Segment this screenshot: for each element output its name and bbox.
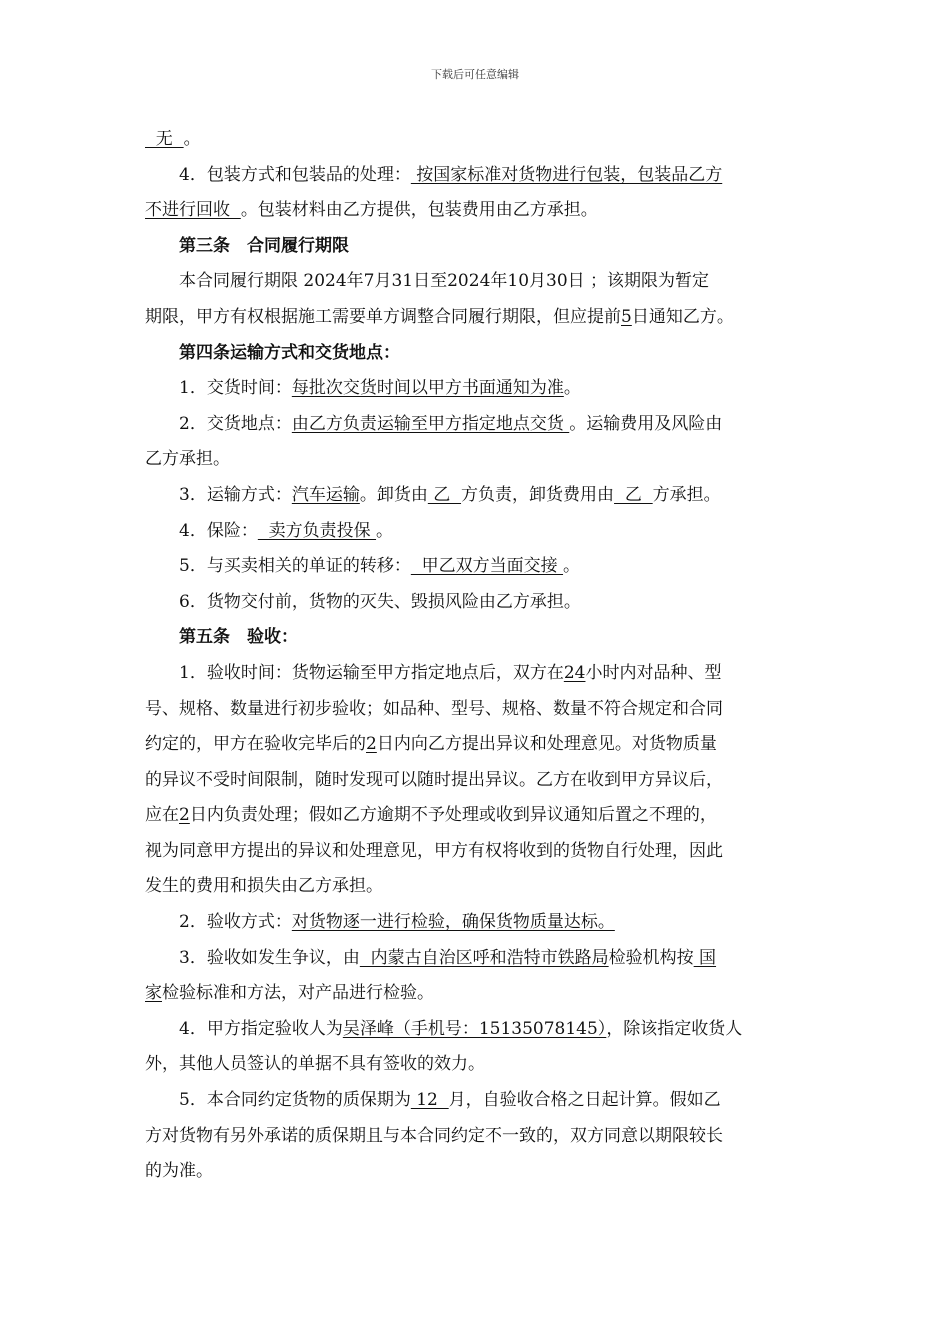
section-heading	[145, 336, 810, 372]
text-line	[145, 798, 810, 834]
text-segment: 3．验收如发生争议，由	[179, 947, 360, 968]
text-line	[145, 407, 810, 443]
text-segment: 。	[563, 556, 581, 577]
text-line	[145, 976, 810, 1012]
text-line	[145, 1083, 810, 1119]
text-segment: 外，其他人员签认的单据不具有签收的效力。	[145, 1054, 485, 1075]
section-heading	[145, 620, 810, 656]
text-segment: 第五条 验收：	[179, 627, 298, 648]
text-line	[145, 1154, 810, 1190]
filled-blank: 内蒙古自治区呼和浩特市铁路局	[359, 947, 609, 968]
text-segment: 日内负责处理；假如乙方逾期不予处理或收到异议通知后置之不理的，	[189, 805, 717, 826]
filled-blank: 吴泽峰（手机号：15135078145）	[342, 1018, 607, 1039]
filled-blank: 乙	[614, 484, 653, 505]
text-line	[145, 1119, 810, 1155]
text-line	[145, 763, 810, 799]
text-line	[145, 478, 810, 514]
filled-blank: 国	[693, 947, 717, 968]
filled-blank: 5	[621, 306, 632, 327]
filled-blank: 每批次交货时间以甲方书面通知为准	[291, 378, 564, 399]
text-line	[145, 1047, 810, 1083]
filled-blank: 12	[410, 1090, 449, 1111]
text-segment: 。	[376, 520, 394, 541]
text-segment: 第三条 合同履行期限	[179, 235, 349, 256]
text-segment: ，除该指定收货人	[606, 1018, 743, 1039]
page-header: 下载后可任意编辑	[431, 68, 519, 81]
text-line	[145, 905, 810, 941]
text-segment: 发生的费用和损失由乙方承担。	[145, 876, 383, 897]
text-segment: 小时内对品种、型	[585, 662, 722, 683]
text-segment: 检验标准和方法，对产品进行检验。	[162, 983, 434, 1004]
text-segment: 日通知乙方。	[631, 306, 734, 327]
text-segment: 的为准。	[145, 1161, 213, 1182]
text-segment: 。	[183, 129, 201, 149]
filled-blank: 2	[179, 805, 190, 826]
text-segment: 应在	[145, 805, 179, 826]
filled-blank: 汽车运输	[291, 484, 360, 505]
text-segment: 期限，甲方有权根据施工需要单方调整合同履行期限，但应提前	[145, 306, 621, 327]
text-line	[145, 122, 810, 158]
text-line	[145, 442, 810, 478]
text-line	[145, 656, 810, 692]
filled-blank: 家	[145, 983, 162, 1004]
text-line	[145, 834, 810, 870]
text-segment: 5．与买卖相关的单证的转移：	[179, 556, 411, 577]
section-heading	[145, 229, 810, 265]
text-segment: 本合同履行期限 2024年7月31日至2024年10月30日 ；该期限为暂定	[179, 271, 710, 292]
filled-blank: 无	[145, 129, 184, 149]
filled-blank: 2	[366, 734, 377, 755]
text-segment: 方承担。	[652, 484, 721, 505]
text-line	[145, 869, 810, 905]
text-segment: 方负责，卸货费用由	[461, 484, 615, 505]
filled-blank: 卖方负责投保	[257, 520, 377, 541]
text-line	[145, 514, 810, 550]
text-segment: 约定的，甲方在验收完毕后的	[145, 734, 366, 755]
text-segment: 乙方承担。	[145, 449, 230, 470]
text-line	[145, 158, 810, 194]
text-segment: 5．本合同约定货物的质保期为	[179, 1090, 411, 1111]
text-segment: 。包装材料由乙方提供，包装费用由乙方承担。	[240, 200, 598, 221]
filled-blank: 甲乙双方当面交接	[410, 556, 564, 577]
text-line	[145, 727, 810, 763]
filled-blank: 不进行回收	[145, 200, 241, 221]
text-segment: 4．甲方指定验收人为	[179, 1018, 343, 1039]
text-line	[145, 692, 810, 728]
text-segment: 日内向乙方提出异议和处理意见。对货物质量	[376, 734, 717, 755]
text-segment: 2．验收方式：	[179, 912, 292, 933]
text-segment: 4．保险：	[179, 520, 258, 541]
text-segment: 的异议不受时间限制，随时发现可以随时提出异议。乙方在收到甲方异议后，	[145, 769, 723, 790]
text-segment: 检验机构按	[608, 947, 694, 968]
text-segment: 号、规格、数量进行初步验收；如品种、型号、规格、数量不符合规定和合同	[145, 698, 723, 719]
text-segment: 4．包装方式和包装品的处理：	[179, 164, 411, 185]
text-segment: 3．运输方式：	[179, 484, 292, 505]
text-line	[145, 371, 810, 407]
text-line	[145, 585, 810, 621]
text-segment: 2．交货地点：	[179, 413, 292, 434]
filled-blank: 乙	[427, 484, 462, 505]
text-segment: 。运输费用及风险由	[569, 413, 723, 434]
text-line	[145, 300, 810, 336]
text-line	[145, 1012, 810, 1048]
text-segment: 第四条运输方式和交货地点：	[179, 342, 400, 363]
filled-blank: 对货物逐一进行检验，确保货物质量达标。	[291, 912, 615, 933]
text-line	[145, 941, 810, 977]
text-segment: 视为同意甲方提出的异议和处理意见，甲方有权将收到的货物自行处理，因此	[145, 840, 723, 861]
text-segment: 。卸货由	[359, 484, 428, 505]
text-line	[145, 264, 810, 300]
text-line	[145, 193, 810, 229]
filled-blank: 按国家标准对货物进行包装，包装品乙方	[410, 164, 723, 185]
text-segment: 月，自验收合格之日起计算。假如乙	[448, 1090, 721, 1111]
text-line	[145, 549, 810, 585]
filled-blank: 由乙方负责运输至甲方指定地点交货	[291, 413, 570, 434]
filled-blank: 24	[563, 662, 586, 683]
text-segment: 。	[563, 378, 581, 399]
text-segment: 1．交货时间：	[179, 378, 292, 399]
text-segment: 1．验收时间：货物运输至甲方指定地点后，双方在	[179, 662, 564, 683]
contract-body	[145, 122, 810, 1190]
text-segment: 6．货物交付前，货物的灭失、毁损风险由乙方承担。	[179, 591, 581, 612]
text-segment: 方对货物有另外承诺的质保期且与本合同约定不一致的，双方同意以期限较长	[145, 1125, 723, 1146]
